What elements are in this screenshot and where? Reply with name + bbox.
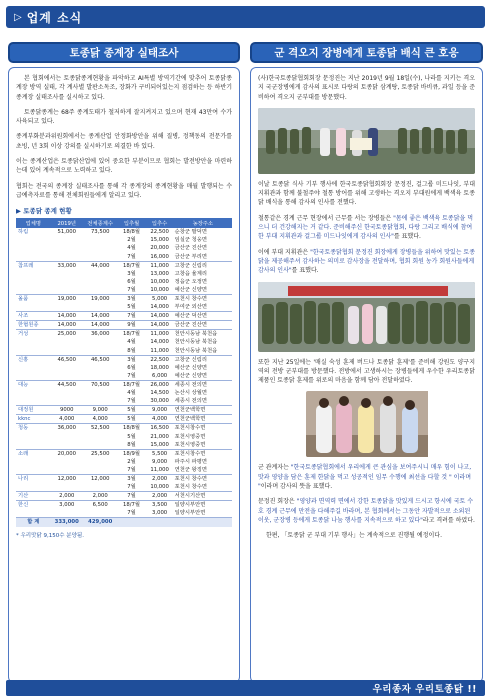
table-total-row bbox=[16, 518, 232, 527]
table-cell-month: 8월 bbox=[117, 347, 145, 356]
table-cell-address: 부여군 외산면 bbox=[174, 303, 232, 312]
table-cell-total bbox=[83, 458, 118, 466]
table-cell-address: 논산시 상월면 bbox=[174, 390, 208, 397]
table-row bbox=[16, 270, 232, 278]
table-cell-company bbox=[16, 397, 51, 406]
table-cell-total: 19,000 bbox=[90, 296, 110, 303]
table-cell-count: 2,000 bbox=[146, 492, 174, 501]
table-cell-month: 18/7월 bbox=[123, 331, 141, 338]
table-cell-count: 5,000 bbox=[152, 296, 168, 303]
table-cell-2019: 33,000 bbox=[57, 262, 77, 269]
table-cell-2019 bbox=[51, 244, 83, 252]
footer-bar bbox=[6, 680, 485, 696]
table-cell-total: 46,500 bbox=[90, 356, 110, 363]
header-title: 업계 소식 bbox=[26, 10, 83, 25]
table-cell-2019 bbox=[51, 286, 83, 295]
table-cell-2019: 9000 bbox=[51, 406, 83, 415]
table-row bbox=[16, 415, 232, 424]
table-cell-company: 기산 bbox=[16, 492, 51, 501]
table-cell-company bbox=[16, 483, 51, 492]
table-cell-total: 25,500 bbox=[90, 450, 110, 457]
col-total: 전체종계수 bbox=[83, 218, 118, 228]
right-quote-2 bbox=[258, 248, 475, 276]
table-row bbox=[16, 397, 232, 406]
table-cell-address: 예산군 신양면 bbox=[174, 372, 232, 381]
table-cell-count: 13,000 bbox=[150, 270, 169, 277]
table-cell-company: 올품 bbox=[18, 296, 29, 303]
table-cell-2019 bbox=[51, 270, 83, 278]
right-quote-1 bbox=[258, 214, 475, 242]
table-row bbox=[16, 364, 232, 372]
table-cell-company: 한협원종 bbox=[16, 321, 51, 330]
table-cell-company bbox=[16, 303, 51, 312]
table-cell-month: 8월 bbox=[117, 441, 145, 450]
table-cell-2019: 25,000 bbox=[57, 331, 77, 338]
table-cell-total: 44,000 bbox=[90, 262, 110, 269]
table-cell-count: 5,500 bbox=[152, 450, 168, 457]
table-cell-2019 bbox=[51, 372, 83, 381]
table-cell-month: 6월 bbox=[127, 278, 136, 285]
table-row bbox=[16, 458, 232, 466]
table-cell-total bbox=[83, 372, 118, 381]
table-cell-month: 5월 bbox=[117, 415, 145, 424]
table-cell-address: 순창군 팔덕면 bbox=[174, 229, 208, 236]
table-cell-month: 7월 bbox=[117, 312, 145, 321]
table-cell-company bbox=[16, 278, 51, 286]
table-cell-total: 9,000 bbox=[83, 406, 118, 415]
table-row bbox=[16, 286, 232, 295]
table-cell-month: 7월 bbox=[117, 253, 145, 262]
table-cell-count: 3,500 bbox=[152, 502, 168, 509]
table-cell-2019 bbox=[51, 433, 83, 441]
right-quote-3 bbox=[258, 463, 475, 491]
table-cell-2019 bbox=[51, 509, 83, 518]
table-row bbox=[16, 441, 232, 450]
table-row bbox=[16, 330, 232, 339]
table-cell-2019: 51,000 bbox=[57, 229, 77, 236]
quote-2-suffix: 를 표했다. bbox=[291, 267, 319, 275]
table-row bbox=[16, 466, 232, 475]
table-cell-month: 18/7월 bbox=[123, 502, 141, 509]
table-cell-company: 대정원 bbox=[16, 406, 51, 415]
table-row bbox=[16, 278, 232, 286]
table-cell-month: 18/9월 bbox=[123, 450, 141, 457]
table-cell-2019 bbox=[51, 397, 83, 406]
table-row bbox=[16, 474, 232, 483]
table-cell-2019 bbox=[51, 364, 83, 372]
table-cell-month: 18/8월 bbox=[123, 425, 141, 432]
table-row bbox=[16, 433, 232, 441]
right-column bbox=[250, 42, 483, 683]
table-cell-count: 15,000 bbox=[150, 237, 169, 244]
table-cell-count: 14,000 bbox=[146, 321, 174, 330]
table-cell-address: 금산군 진산면 bbox=[174, 245, 208, 252]
table-cell-total bbox=[83, 509, 118, 518]
table-cell-total bbox=[83, 236, 118, 244]
table-cell-address: 천안시동남 북천읍 bbox=[174, 339, 218, 346]
table-cell-count: 11,000 bbox=[150, 262, 169, 269]
table-cell-company bbox=[16, 286, 51, 295]
table-cell-total bbox=[83, 483, 118, 492]
table-cell-total bbox=[83, 253, 118, 262]
table-cell-address: 세종시 전의면 bbox=[174, 397, 232, 406]
left-column bbox=[8, 42, 240, 683]
table-cell-company: 대능 bbox=[18, 381, 29, 388]
table-cell-2019: 14,000 bbox=[51, 312, 83, 321]
table-cell-total: 73,500 bbox=[90, 229, 110, 236]
table-cell-address: 임실군 청웅면 bbox=[174, 237, 208, 244]
table-cell-company bbox=[16, 433, 51, 441]
quote-2-prefix: 이에 부대 지휘관은 bbox=[258, 248, 309, 256]
left-paragraph-4: 이는 종계산업은 토종닭산업에 있어 중요한 부분이므로 협회는 발전방안을 마련하는데 있어 계속적으로 노력하고 있다. bbox=[16, 158, 232, 175]
footer-slogan: 우리종자 우리토종닭 !! bbox=[372, 684, 477, 695]
table-cell-2019: 3,000 bbox=[59, 502, 75, 509]
table-cell-address: 포천시 창수면 bbox=[174, 475, 208, 482]
table-cell-2019: 36,000 bbox=[57, 425, 77, 432]
quote-1-text: "몸에 좋은 백색육 토종닭을 먹으니 더 건강해지는 거 같다. 준비해주신 한국토종닭협회, 다랑 그리고 배식에 참여한 부대 지휘관과 걸그룹 미드나잇에게 감사의 인사" bbox=[258, 214, 474, 241]
table-cell-2019 bbox=[51, 278, 83, 286]
table-cell-month: 7월 bbox=[117, 509, 145, 518]
table-cell-count: 20,000 bbox=[150, 245, 169, 252]
table-cell-count: 9,000 bbox=[152, 458, 168, 465]
table-row bbox=[16, 303, 232, 312]
table-cell-address: 일양시부안면 bbox=[174, 509, 232, 518]
table-cell-company: 나리 bbox=[18, 475, 29, 482]
table-row bbox=[16, 355, 232, 364]
photo-soldiers-ceremony bbox=[258, 108, 475, 174]
table-cell-month: 3월 bbox=[127, 270, 136, 277]
table-cell-month: 18/7월 bbox=[123, 381, 141, 388]
table-cell-count: 11,000 bbox=[146, 466, 174, 475]
right-paragraph-2: 이날 토종닭 식사 기부 행사에 한국토종닭협회회장 문정진, 걸그룹 미드나잇, 부대 지휘관과 함께 불철주야 철통 방어를 위해 고생하는 격오지 부대원에게 백색육 토종닭 배식을 통해 감사의 인사를 전했다. bbox=[258, 180, 475, 207]
table-cell-total: 52,500 bbox=[90, 425, 110, 432]
quote-3-suffix: 이라며 감사의 뜻을 표했다. bbox=[260, 483, 333, 491]
left-paragraph-5: 협회는 전국의 종계장 실태조사를 통해 각 종계장의 종계현황을 매월 발행되는 수급예측자료를 통해 전체회원들에게 알리고 있다. bbox=[16, 182, 232, 199]
table-cell-count: 30,000 bbox=[146, 397, 174, 406]
table-cell-company bbox=[16, 441, 51, 450]
table-cell-2019 bbox=[51, 441, 83, 450]
table-cell-count: 18,000 bbox=[150, 364, 169, 371]
table-cell-count: 11,000 bbox=[146, 347, 174, 356]
table-cell-2019 bbox=[51, 303, 83, 312]
table-cell-company: 거성 bbox=[18, 331, 29, 338]
table-total-label: 합 계 bbox=[16, 518, 51, 527]
table-cell-count: 10,000 bbox=[146, 286, 174, 295]
table-cell-address: 포천시창수면 bbox=[174, 450, 206, 457]
photo-girl-group bbox=[306, 391, 475, 457]
table-cell-count: 10,000 bbox=[146, 483, 174, 492]
table-cell-count: 9,000 bbox=[146, 406, 174, 415]
table-cell-2019: 46,500 bbox=[57, 356, 77, 363]
photo-group-soldiers bbox=[258, 282, 475, 352]
table-total-empty bbox=[174, 518, 232, 527]
table-cell-2019 bbox=[51, 236, 83, 244]
left-paragraph-2: 토종닭종계는 68주 종계도태가 철저하게 잘지켜지고 있으며 현재 43만여 수가 사육되고 있다. bbox=[16, 108, 232, 126]
table-cell-month: 2월 bbox=[127, 237, 136, 244]
left-paragraph-3: 종계부화분과위원회에서는 종계산업 안정화방안을 위해 질병, 정책동의 전문가를 초빙, 년 3회 이상 강의를 실시하기로 의결한 바 있다. bbox=[16, 133, 232, 150]
quote-1-suffix: 를 표했다. bbox=[393, 233, 421, 241]
table-cell-count: 6,000 bbox=[146, 372, 174, 381]
table-header-row bbox=[16, 218, 232, 228]
table-body bbox=[16, 228, 232, 526]
table-cell-total bbox=[83, 303, 118, 312]
table-cell-count: 22,500 bbox=[150, 356, 169, 363]
table-row bbox=[16, 321, 232, 330]
col-company: 업체명 bbox=[16, 218, 51, 228]
table-cell-month: 7월 bbox=[117, 397, 145, 406]
table-cell-month: 3월 bbox=[127, 356, 136, 363]
table-cell-company bbox=[16, 389, 51, 397]
table-cell-company: 한신 bbox=[18, 502, 29, 509]
table-cell-total: 14,000 bbox=[83, 312, 118, 321]
table-cell-total bbox=[83, 347, 118, 356]
table-cell-company: 소래 bbox=[18, 450, 29, 457]
right-section-title: 군 격오지 장병에게 토종닭 배식 큰 호응 bbox=[250, 42, 483, 63]
table-cell-company: 참프레 bbox=[18, 262, 34, 269]
table-cell-total bbox=[83, 278, 118, 286]
table-row bbox=[16, 509, 232, 518]
quote-2-text: "한국토종닭협회 문정진 회장에게 장병들을 위하여 맛있는 토종닭을 제공해주셔 감사하는 의미로 감사장을 전달하며, 협회 회원 농가 회원사들에게 감사의 인사" bbox=[258, 248, 475, 275]
table-cell-count: 15,000 bbox=[146, 441, 174, 450]
table-cell-total bbox=[83, 389, 118, 397]
table-cell-count: 14,500 bbox=[150, 390, 169, 397]
table-cell-count: 16,000 bbox=[146, 253, 174, 262]
table-cell-company bbox=[16, 364, 51, 372]
table-cell-count: 11,000 bbox=[150, 331, 169, 338]
col-count: 입추수 bbox=[146, 218, 174, 228]
table-row bbox=[16, 372, 232, 381]
table-row bbox=[16, 389, 232, 397]
table-title: ▶ 토종닭 종계 현황 bbox=[16, 207, 72, 216]
table-row bbox=[16, 492, 232, 501]
table-cell-address: 금산군 부리면 bbox=[174, 253, 232, 262]
table-cell-count: 4,000 bbox=[146, 415, 174, 424]
table-cell-address: 연천군백학면 bbox=[174, 415, 232, 424]
table-row bbox=[16, 228, 232, 236]
table-cell-month: 9월 bbox=[117, 321, 145, 330]
table-row bbox=[16, 501, 232, 510]
col-2019: 2019년 bbox=[51, 218, 83, 228]
table-cell-company bbox=[16, 253, 51, 262]
table-cell-total bbox=[83, 286, 118, 295]
table-row bbox=[16, 244, 232, 252]
table-cell-month: 18/7월 bbox=[123, 262, 141, 269]
table-total-empty bbox=[146, 518, 174, 527]
table-cell-month: 7월 bbox=[117, 492, 145, 501]
table-cell-2019: 19,000 bbox=[57, 296, 77, 303]
table-cell-month: 4월 bbox=[127, 245, 136, 252]
table-cell-2019 bbox=[51, 466, 83, 475]
table-row bbox=[16, 312, 232, 321]
table-cell-address: 포천시 창수면 bbox=[174, 483, 232, 492]
table-cell-month: 7월 bbox=[117, 483, 145, 492]
table-cell-month: 7월 bbox=[117, 372, 145, 381]
table-cell-address: 포천시창수면 bbox=[174, 425, 206, 432]
table-cell-total bbox=[83, 270, 118, 278]
table-cell-address: 정읍군 오정면 bbox=[174, 278, 208, 285]
table-cell-address: 예산군 신양면 bbox=[174, 364, 208, 371]
quote-3-text: "한국토종닭협회에서 우리에게 큰 관심을 보여주시니 매우 힘이 나고, 맛과 영양을 담은 훈제 한닭을 먹고 성공적인 임무 수행에 최선을 다할 것 " 이라며 " bbox=[258, 464, 472, 491]
table-cell-company: 하림 bbox=[18, 229, 29, 236]
header-bar bbox=[6, 6, 485, 28]
col-month: 입추월 bbox=[117, 218, 145, 228]
table-cell-month: 7월 bbox=[117, 466, 145, 475]
table-cell-company bbox=[16, 372, 51, 381]
table-cell-month: 7월 bbox=[117, 286, 145, 295]
table-cell-count: 14,000 bbox=[146, 312, 174, 321]
table-cell-total: 2,000 bbox=[83, 492, 118, 501]
table-cell-company: 사조 bbox=[16, 312, 51, 321]
table-cell-company bbox=[16, 338, 51, 346]
table-cell-2019: 4,000 bbox=[51, 415, 83, 424]
table-row bbox=[16, 449, 232, 458]
table-cell-total bbox=[83, 466, 118, 475]
table-cell-month: 18/8월 bbox=[123, 229, 141, 236]
table-row bbox=[16, 406, 232, 415]
table-cell-total: 36,000 bbox=[90, 331, 110, 338]
table-cell-total: 6,500 bbox=[92, 502, 108, 509]
table-total-2019: 333,000 bbox=[51, 518, 83, 527]
table-cell-total bbox=[83, 433, 118, 441]
table-row bbox=[16, 338, 232, 346]
table-cell-address: 고창군 신림리 bbox=[174, 356, 208, 363]
right-paragraph-3: 또한 지난 25일에는 '매실 숙성 훈제 버드나 토종닭 훈제'를 준비해 강원도 양구지역의 전방 군부대를 방문했다. 전방에서 고생하시는 장병들에게 우수한 우리토종닭 제품인 토종닭 훈제를 위로의 마음을 함께 담아 전달하였다. bbox=[258, 358, 475, 385]
table-cell-month: 2월 bbox=[127, 458, 136, 465]
table-cell-address: 천안시동남 북천읍 bbox=[174, 331, 218, 338]
table-cell-address: 예산군 신양면 bbox=[174, 286, 232, 295]
table-cell-month: 3월 bbox=[127, 296, 136, 303]
table-cell-count: 14,000 bbox=[150, 339, 169, 346]
quote-1-prefix: 철통같은 경계 근무 현장에서 근무를 서는 장병들은 bbox=[258, 214, 392, 222]
table-cell-month: 3월 bbox=[127, 475, 136, 482]
table-cell-address: 포천시영중면 bbox=[174, 433, 206, 440]
left-section-title: 토종닭 종계장 실태조사 bbox=[8, 42, 240, 63]
table-cell-count: 10,000 bbox=[150, 278, 169, 285]
table-cell-2019: 14,000 bbox=[51, 321, 83, 330]
table-cell-address: 고창군 신림리 bbox=[174, 262, 208, 269]
table-row bbox=[16, 380, 232, 389]
table-cell-total bbox=[83, 244, 118, 252]
table-row bbox=[16, 295, 232, 304]
table-cell-total bbox=[83, 338, 118, 346]
table-cell-2019 bbox=[51, 483, 83, 492]
table-cell-count: 2,000 bbox=[152, 475, 168, 482]
table-cell-2019: 2,000 bbox=[51, 492, 83, 501]
table-cell-total bbox=[83, 364, 118, 372]
table-cell-month: 5월 bbox=[127, 433, 136, 440]
quote-4-prefix: 문정진 회장은 bbox=[258, 498, 295, 506]
table-cell-total bbox=[83, 397, 118, 406]
table-cell-address: 예산군 덕산면 bbox=[174, 312, 232, 321]
table-cell-address: 포천시영중면 bbox=[174, 441, 232, 450]
table-cell-2019: 12,000 bbox=[57, 475, 77, 482]
table-cell-address: 금산군 진산면 bbox=[174, 321, 232, 330]
table-cell-month: 5월 bbox=[117, 406, 145, 415]
table-cell-2019 bbox=[51, 389, 83, 397]
table-cell-month: 4월 bbox=[127, 339, 136, 346]
table-cell-2019 bbox=[51, 253, 83, 262]
table-cell-total: 12,000 bbox=[90, 475, 110, 482]
table-cell-month: 4월 bbox=[127, 390, 136, 397]
table-footnote: * 우리맛닭 9,150수 분양됨. bbox=[16, 532, 84, 539]
quote-4-suffix: 라고 격려를 하였다. bbox=[422, 516, 475, 524]
table-cell-count: 16,500 bbox=[150, 425, 169, 432]
right-paragraph-1: (사)한국토종닭협회회장 문정진는 지난 2019년 9월 18일(수), 나라를 지키는 격오지 국군장병에게 감사의 표시로 다랑의 토종닭 삼계탕, 토종닭 바비큐, 과일 등을 준비하여 격오지 군부대를 방문했다. bbox=[258, 75, 475, 101]
table-cell-2019 bbox=[51, 347, 83, 356]
left-paragraph-1: 본 협회에서는 토종닭종계현황을 파악하고 AI특별 방역기간에 맞추어 토종닭종계장 방역 실태, 각 계사별 발판소독조, 장화가 구비되어있는지 점검하는 등 하반기 종계장 실태조사를 실시하고 있다. bbox=[16, 75, 232, 101]
table-cell-company bbox=[16, 236, 51, 244]
play-triangle-icon: ▷ bbox=[14, 11, 22, 23]
table-cell-company bbox=[16, 458, 51, 466]
right-paragraph-closing: 한편, 「토종닭 군 부대 기부 행사」는 계속적으로 진행될 예정이다. bbox=[266, 532, 442, 540]
quote-4-text: "영양과 면역력 면에서 강한 토종닭을 맛있게 드시고 항시에 국토 수호 경계 근무에 만전을 다해주길 바라며, 본 협회에서는 그동안 자발적으로 소외된 이웃, 군장병 등에게 토종닭 나눔 행사를 지속적으로 하고 있다" bbox=[258, 498, 474, 524]
table-row bbox=[16, 424, 232, 433]
right-quote-4 bbox=[258, 497, 475, 525]
table-cell-total: 70,500 bbox=[90, 381, 110, 388]
table-row bbox=[16, 236, 232, 244]
table-cell-address: 파주시 파평면 bbox=[174, 458, 208, 465]
table-cell-2019 bbox=[51, 458, 83, 466]
breeder-table bbox=[16, 218, 232, 526]
right-article bbox=[250, 67, 483, 683]
table-cell-address: 고창읍 율계리 bbox=[174, 270, 208, 277]
col-address: 농장주소 bbox=[174, 218, 232, 228]
table-total-empty bbox=[117, 518, 145, 527]
table-cell-2019: 20,000 bbox=[57, 450, 77, 457]
table-cell-month: 6월 bbox=[127, 364, 136, 371]
table-cell-address: 일양시부안면 bbox=[174, 502, 206, 509]
table-row bbox=[16, 347, 232, 356]
table-cell-address: 포천시 창수면 bbox=[174, 296, 208, 303]
table-total-all: 429,000 bbox=[83, 518, 118, 527]
table-cell-2019: 44,500 bbox=[57, 381, 77, 388]
table-cell-count: 3,000 bbox=[146, 509, 174, 518]
quote-3-prefix: 군 관계자는 bbox=[258, 464, 289, 472]
table-cell-count: 26,000 bbox=[150, 381, 169, 388]
table-row bbox=[16, 253, 232, 262]
table-cell-company bbox=[16, 244, 51, 252]
table-cell-company bbox=[16, 270, 51, 278]
left-article bbox=[8, 67, 240, 683]
table-cell-count: 14,000 bbox=[146, 303, 174, 312]
table-cell-count: 21,000 bbox=[150, 433, 169, 440]
table-cell-address: 연천군백학면 bbox=[174, 406, 232, 415]
table-row bbox=[16, 261, 232, 270]
table-cell-company: kknc bbox=[16, 415, 51, 424]
table-cell-address: 서천시기산면 bbox=[174, 492, 232, 501]
table-cell-company bbox=[16, 347, 51, 356]
table-cell-company: 청동 bbox=[18, 425, 29, 432]
table-cell-company bbox=[16, 509, 51, 518]
table-cell-address: 연천군 왕징면 bbox=[174, 466, 232, 475]
table-cell-total: 14,000 bbox=[83, 321, 118, 330]
table-cell-address: 천안시동남 북천읍 bbox=[174, 347, 232, 356]
table-cell-count: 22,500 bbox=[150, 229, 169, 236]
table-row bbox=[16, 483, 232, 492]
table-cell-2019 bbox=[51, 338, 83, 346]
table-cell-total bbox=[83, 441, 118, 450]
table-cell-month: 5월 bbox=[117, 303, 145, 312]
table-cell-company bbox=[16, 466, 51, 475]
table-cell-address: 세종시 전의면 bbox=[174, 381, 208, 388]
table-cell-company: 신홍 bbox=[18, 356, 29, 363]
table-cell-total: 4,000 bbox=[83, 415, 118, 424]
